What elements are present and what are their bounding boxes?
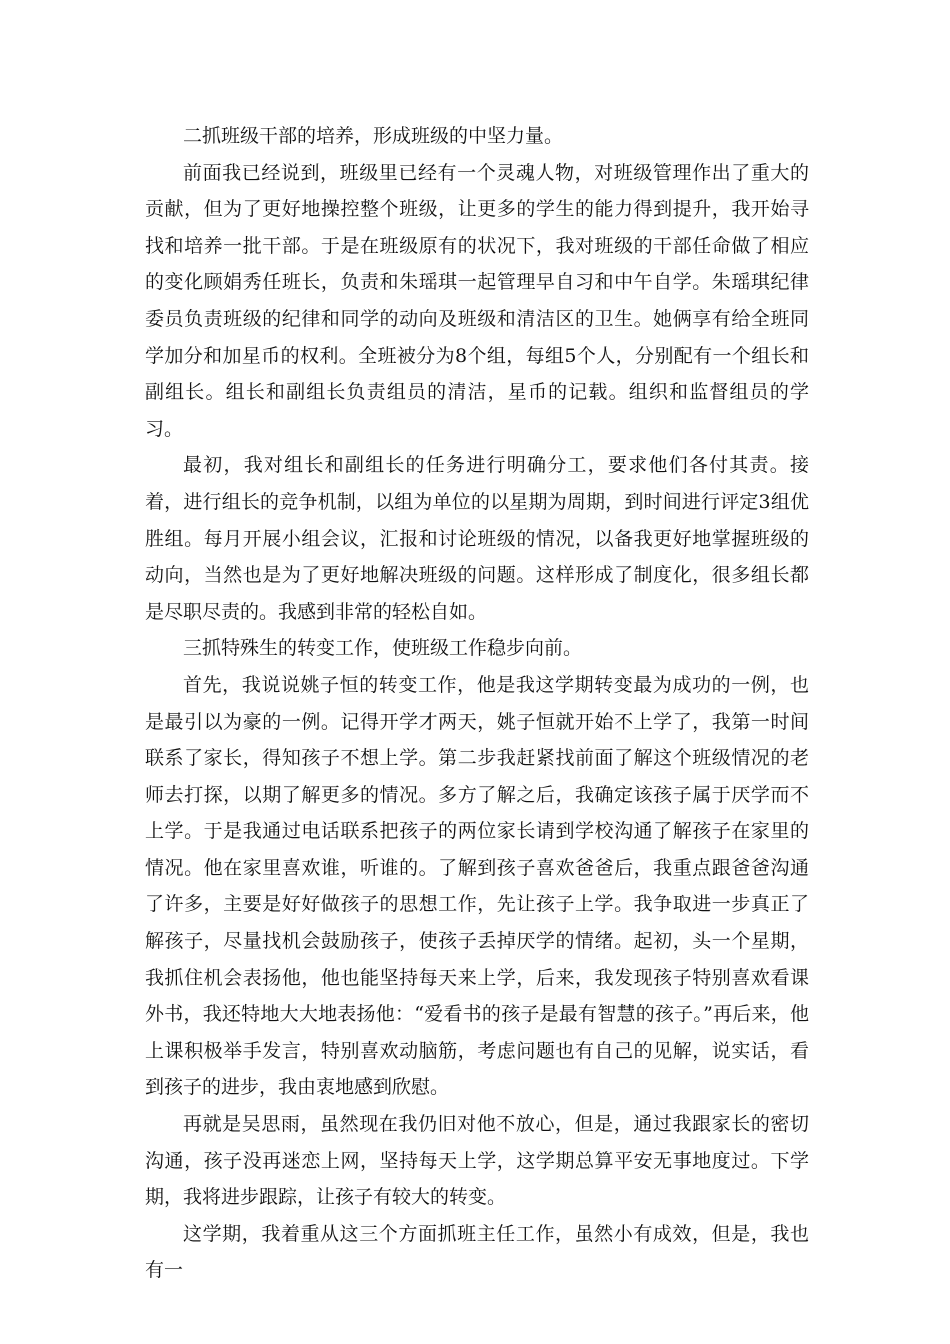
paragraph-summary: 这学期，我着重从这三个方面抓班主任工作，虽然小有成效，但是，我也有一	[145, 1222, 809, 1282]
paragraph-heading-cadre: 二抓班级干部的培养，形成班级的中坚力量。	[183, 125, 564, 147]
paragraph-group-leaders: 最初，我对组长和副组长的任务进行明确分工，要求他们各付其责。接着，进行组长的竞争机制，以组为单位的以星期为周期，到时间进行评定3组优胜组。每月开展小组会议，汇报和讨论班级的情况，以备我更好地掌握班级的动向，当然也是为了更好地解决班级的问题。这样形成了制度化，很多组长都是尽职尽责的。我感到非常的轻松自如。	[145, 454, 809, 623]
paragraph-cadre-training: 前面我已经说到，班级里已经有一个灵魂人物，对班级管理作出了重大的贡献，但为了更好地操控整个班级，让更多的学生的能力得到提升，我开始寻找和培养一批干部。于是在班级原有的状况下，我对班级的干部任命做了相应的变化顾娟秀任班长，负责和朱瑶琪一起管理早自习和中午自学。朱瑶琪纪律委员负责班级的纪律和同学的动向及班级和清洁区的卫生。她俩享有给全班同学加分和加星币的权利。全班被分为8个组，每组5个人，分别配有一个组长和副组长。组长和副组长负责组员的清洁，星币的记载。组织和监督组员的学习。	[145, 161, 809, 440]
document-body	[145, 118, 809, 1289]
paragraph-yao-ziheng: 首先，我说说姚子恒的转变工作，他是我这学期转变最为成功的一例，也是最引以为豪的一例。记得开学才两天，姚子恒就开始不上学了，我第一时间联系了家长，得知孩子不想上学。第二步我赶紧找前面了解这个班级情况的老师去打探，以期了解更多的情况。多方了解之后，我确定该孩子属于厌学而不上学。于是我通过电话联系把孩子的两位家长请到学校沟通了解孩子在家里的情况。他在家里喜欢谁，听谁的。了解到孩子喜欢爸爸后，我重点跟爸爸沟通了许多，主要是好好做孩子的思想工作，先让孩子上学。我争取进一步真正了解孩子，尽量找机会鼓励孩子，使孩子丢掉厌学的情绪。起初，头一个星期，我抓住机会表扬他，他也能坚持每天来上学，后来，我发现孩子特别喜欢看课外书，我还特地大大地表扬他：“爱看书的孩子是最有智慧的孩子。”再后来，他上课积极举手发言，特别喜欢动脑筋，考虑问题也有自己的见解，说实话，看到孩子的进步，我由衷地感到欣慰。	[145, 673, 809, 1099]
paragraph-heading-special-students: 三抓特殊生的转变工作，使班级工作稳步向前。	[183, 637, 583, 660]
paragraph-wu-siyu: 再就是吴思雨，虽然现在我仍旧对他不放心，但是，通过我跟家长的密切沟通，孩子没再迷恋上网，坚持每天上学，这学期总算平安无事地度过。下学期，我将进步跟踪，让孩子有较大的转变。	[145, 1113, 809, 1209]
